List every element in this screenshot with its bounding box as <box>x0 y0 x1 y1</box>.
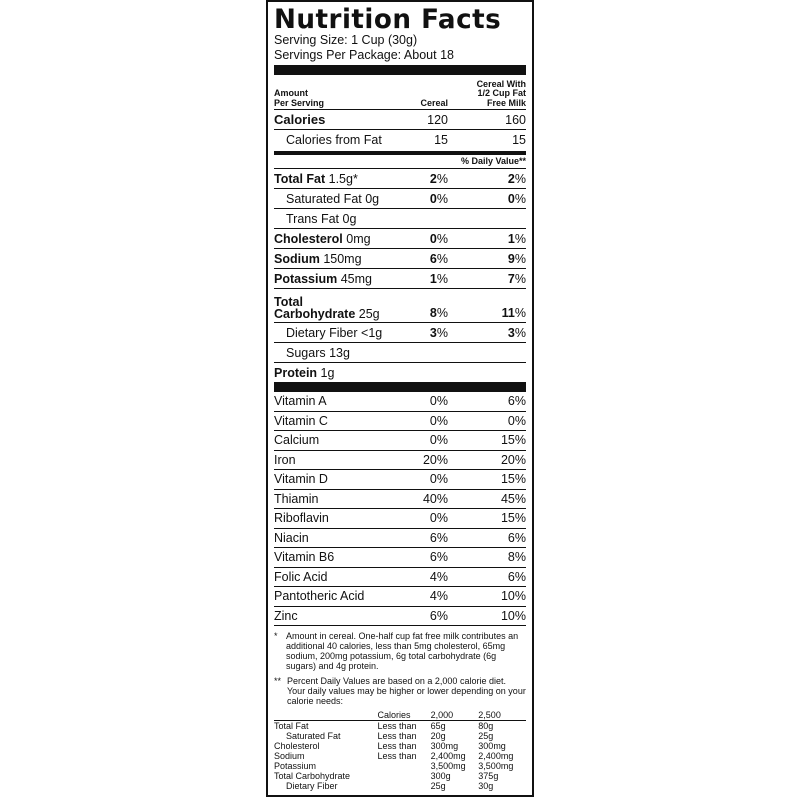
vitamin-row <box>274 392 526 412</box>
vitamin-name: Pantotheric Acid <box>274 589 365 604</box>
vitamin-milk-dv: 10% <box>500 589 526 604</box>
calories-from-fat-milk: 15 <box>512 132 526 147</box>
dv-nutrient-name: Cholesterol <box>274 741 320 751</box>
milk-dv-value: 3 <box>507 325 515 340</box>
dv-qualifier: Less than <box>377 731 417 741</box>
vitamin-row <box>274 470 526 490</box>
milk-dv-value: 0 <box>507 191 515 206</box>
cereal-dv-value: 3 <box>429 325 437 340</box>
vitamin-cereal-dv: 4% <box>429 569 448 584</box>
nutrient-name <box>274 212 398 226</box>
with-milk-line-3: Free Milk <box>486 97 526 108</box>
dv-2500: 30g <box>478 781 494 791</box>
vitamin-cereal-dv: 0% <box>429 394 448 409</box>
nutrient-name <box>274 252 398 266</box>
vitamin-name: Vitamin A <box>274 394 327 409</box>
cereal-dv-value: 8 <box>429 306 437 320</box>
dv-table-row <box>274 771 526 781</box>
with-milk-line-2: 1/2 Cup Fat <box>477 88 526 98</box>
vitamin-milk-dv: 45% <box>500 491 526 506</box>
nutrient-row <box>274 189 526 209</box>
cereal-with-milk-column-header <box>448 80 526 109</box>
vitamin-milk-dv: 8% <box>507 550 526 565</box>
nutrient-name-bold: Total Fat <box>274 171 326 186</box>
dv-2500: 300mg <box>478 741 506 751</box>
nutrient-milk-dv: 7% <box>507 271 526 286</box>
nutrient-row <box>274 269 526 289</box>
dv-table-row <box>274 731 526 741</box>
dv-table-row <box>274 741 526 751</box>
vitamin-row <box>274 412 526 432</box>
footnote-text: Amount in cereal. One-half cup fat free milk contributes an additional 40 calories, less than 5mg cholesterol, 65mg sodium, 200mg potassium, 6g total carbohydrate (6g sugars) and 4g protein. <box>286 631 519 671</box>
dv-2000: 25g <box>430 781 446 791</box>
nutrient-name <box>274 232 398 246</box>
dv-table-header-row <box>274 710 526 721</box>
nutrient-row <box>274 169 526 189</box>
nutrient-name-bold: Total <box>274 295 303 309</box>
nutrient-row <box>274 363 526 382</box>
vitamin-name: Zinc <box>274 608 298 623</box>
vitamin-cereal-dv: 0% <box>429 433 448 448</box>
vitamin-row <box>274 587 526 607</box>
cereal-dv-value: 0 <box>429 231 437 246</box>
nutrient-amount: Dietary Fiber <1g <box>286 325 383 340</box>
dv-table-header-cell <box>274 710 378 721</box>
dv-2000: 300mg <box>430 741 459 751</box>
cereal-column-header: Cereal <box>420 97 448 108</box>
dv-qualifier <box>378 771 431 781</box>
nutrient-name <box>274 366 398 380</box>
dv-table-header-cell: Calories <box>378 710 431 721</box>
calories-cereal: 120 <box>427 112 448 127</box>
vitamin-row <box>274 451 526 471</box>
vitamin-name: Thiamin <box>274 491 319 506</box>
vitamin-cereal-dv: 0% <box>429 511 448 526</box>
nutrient-cereal-dv: 2% <box>429 171 448 186</box>
vitamin-cereal-dv: 20% <box>422 452 448 467</box>
dv-2000: 65g <box>430 721 446 731</box>
vitamin-cereal-dv: 0% <box>429 472 448 487</box>
nutrient-name <box>274 272 398 286</box>
dv-table-header-cell: 2,000 <box>431 710 479 721</box>
cereal-dv-value: 2 <box>429 171 437 186</box>
serving-size: Serving Size: 1 Cup (30g) <box>274 33 418 47</box>
nutrient-milk-dv: 1% <box>507 231 526 246</box>
vitamin-cereal-dv: 6% <box>429 608 448 623</box>
nutrient-row <box>274 323 526 343</box>
nutrient-name-bold-2: Carbohydrate <box>274 307 356 321</box>
dv-table-row <box>274 761 526 771</box>
vitamin-row <box>274 509 526 529</box>
nutrient-cereal-dv: 0% <box>429 191 448 206</box>
dv-nutrient-name: Dietary Fiber <box>286 781 338 791</box>
dv-nutrient-name: Potassium <box>274 761 317 771</box>
footnote-text: Percent Daily Values are based on a 2,000 calorie diet. Your daily values may be higher or lower depending on your calorie needs: <box>287 676 526 706</box>
nutrient-amount: 150mg <box>319 251 362 266</box>
vitamin-name: Riboflavin <box>274 511 329 526</box>
dv-table-row <box>274 751 526 761</box>
nutrient-row <box>274 289 526 323</box>
vitamin-milk-dv: 6% <box>507 530 526 545</box>
nutrient-name-bold: Protein <box>274 365 318 380</box>
vitamin-row <box>274 607 526 627</box>
vitamin-list <box>274 392 526 626</box>
nutrient-name <box>274 326 398 340</box>
amount-per-serving-header <box>274 89 398 108</box>
vitamin-milk-dv: 10% <box>500 608 526 623</box>
vitamin-milk-dv: 15% <box>500 511 526 526</box>
cereal-dv-value: 6 <box>429 251 437 266</box>
dv-qualifier: Less than <box>377 721 417 731</box>
dv-2000: 2,400mg <box>430 751 466 761</box>
vitamin-milk-dv: 20% <box>500 452 526 467</box>
nutrient-milk-dv: 3% <box>507 325 526 340</box>
dv-2000: 300g <box>430 771 451 781</box>
cereal-dv-value: 0 <box>429 191 437 206</box>
nutrition-facts-label <box>266 0 534 797</box>
calories-from-fat-row <box>274 130 526 149</box>
dv-nutrient-name: Sodium <box>274 751 305 761</box>
dv-nutrient-name: Total Carbohydrate <box>274 771 351 781</box>
vitamin-name: Folic Acid <box>274 569 328 584</box>
amount-label: Amount <box>274 88 308 98</box>
dv-2500: 2,400mg <box>478 751 514 761</box>
vitamin-row <box>274 431 526 451</box>
daily-value-reference-table <box>274 710 526 791</box>
vitamin-row <box>274 490 526 510</box>
nutrient-row <box>274 229 526 249</box>
nutrient-amount: 1.5g* <box>325 171 358 186</box>
nutrient-milk-dv: 2% <box>507 171 526 186</box>
dv-2500: 375g <box>478 771 499 781</box>
vitamin-cereal-dv: 4% <box>429 589 448 604</box>
nutrient-amount: Trans Fat 0g <box>286 211 357 226</box>
nutrient-cereal-dv: 3% <box>429 325 448 340</box>
dv-qualifier: Less than <box>377 741 417 751</box>
nutrient-milk-dv: 11% <box>501 306 526 320</box>
dv-table-row <box>274 781 526 791</box>
vitamin-milk-dv: 15% <box>500 433 526 448</box>
nutrient-amount: 25g <box>355 307 380 321</box>
nutrient-milk-dv: 0% <box>507 191 526 206</box>
footnote-mark: ** <box>274 676 282 686</box>
nutrient-row <box>274 343 526 363</box>
vitamin-cereal-dv: 6% <box>429 530 448 545</box>
vitamin-milk-dv: 6% <box>507 569 526 584</box>
vitamin-milk-dv: 0% <box>507 413 526 428</box>
nutrient-name-bold: Potassium <box>274 271 338 286</box>
milk-dv-value: 1 <box>507 231 515 246</box>
nutrient-name <box>274 346 398 360</box>
footnote-daily-values <box>274 676 526 706</box>
vitamin-cereal-dv: 6% <box>429 550 448 565</box>
dv-2500: 25g <box>478 731 494 741</box>
vitamin-name: Iron <box>274 452 296 467</box>
calories-from-fat-label: Calories from Fat <box>286 132 382 147</box>
vitamin-cereal-dv: 40% <box>422 491 448 506</box>
milk-dv-value: 7 <box>507 271 515 286</box>
dv-2000: 3,500mg <box>430 761 466 771</box>
nutrient-name-bold: Cholesterol <box>274 231 343 246</box>
label-title: Nutrition Facts <box>274 4 502 35</box>
dv-qualifier <box>378 781 431 791</box>
nutrient-list <box>274 169 526 382</box>
footnote-amount-in-cereal <box>274 631 526 671</box>
milk-dv-value: 11 <box>501 306 515 320</box>
nutrient-amount: 45mg <box>337 271 372 286</box>
nutrient-amount: 1g <box>317 365 335 380</box>
footnote-mark: * <box>274 631 278 641</box>
cereal-dv-value: 1 <box>429 271 437 286</box>
daily-value-header: % Daily Value** <box>274 155 526 169</box>
vitamin-milk-dv: 6% <box>507 394 526 409</box>
dv-table-header-cell: 2,500 <box>478 710 526 721</box>
servings-per-package: Servings Per Package: About 18 <box>274 48 454 62</box>
nutrient-cereal-dv: 8% <box>429 306 448 320</box>
dv-2500: 3,500mg <box>478 761 514 771</box>
dv-table-row <box>274 721 526 732</box>
nutrient-name-bold: Sodium <box>274 251 320 266</box>
nutrient-cereal-dv: 6% <box>429 251 448 266</box>
calories-row <box>274 110 526 130</box>
nutrient-milk-dv: 9% <box>507 251 526 266</box>
vitamin-divider <box>274 382 526 392</box>
dv-qualifier: Less than <box>377 751 417 761</box>
vitamin-milk-dv: 15% <box>500 472 526 487</box>
nutrient-name <box>274 296 398 320</box>
nutrient-cereal-dv: 1% <box>429 271 448 286</box>
dv-qualifier <box>378 761 431 771</box>
vitamin-cereal-dv: 0% <box>429 413 448 428</box>
vitamin-row <box>274 529 526 549</box>
nutrient-name <box>274 192 398 206</box>
milk-dv-value: 2 <box>507 171 515 186</box>
vitamin-name: Vitamin C <box>274 413 328 428</box>
nutrient-row <box>274 249 526 269</box>
vitamin-row <box>274 548 526 568</box>
nutrient-amount: 0mg <box>342 231 371 246</box>
calories-milk: 160 <box>505 112 526 127</box>
dv-2500: 80g <box>478 721 494 731</box>
dv-nutrient-name: Total Fat <box>274 721 309 731</box>
nutrient-cereal-dv: 0% <box>429 231 448 246</box>
with-milk-line-1: Cereal With <box>476 78 526 89</box>
vitamin-name: Niacin <box>274 530 309 545</box>
per-serving-label: Per Serving <box>274 97 325 108</box>
vitamin-name: Vitamin D <box>274 472 328 487</box>
vitamin-name: Calcium <box>274 433 320 448</box>
thick-divider <box>274 65 526 75</box>
vitamin-name: Vitamin B6 <box>274 550 335 565</box>
nutrient-amount: Saturated Fat 0g <box>286 191 380 206</box>
dv-nutrient-name: Saturated Fat <box>286 731 341 741</box>
milk-dv-value: 9 <box>507 251 515 266</box>
nutrient-row <box>274 209 526 229</box>
calories-label: Calories <box>274 112 326 127</box>
dv-2000: 20g <box>430 731 446 741</box>
column-header <box>274 75 526 110</box>
calories-from-fat-cereal: 15 <box>434 132 448 147</box>
nutrient-amount: Sugars 13g <box>286 345 350 360</box>
vitamin-row <box>274 568 526 588</box>
nutrient-name <box>274 172 398 186</box>
